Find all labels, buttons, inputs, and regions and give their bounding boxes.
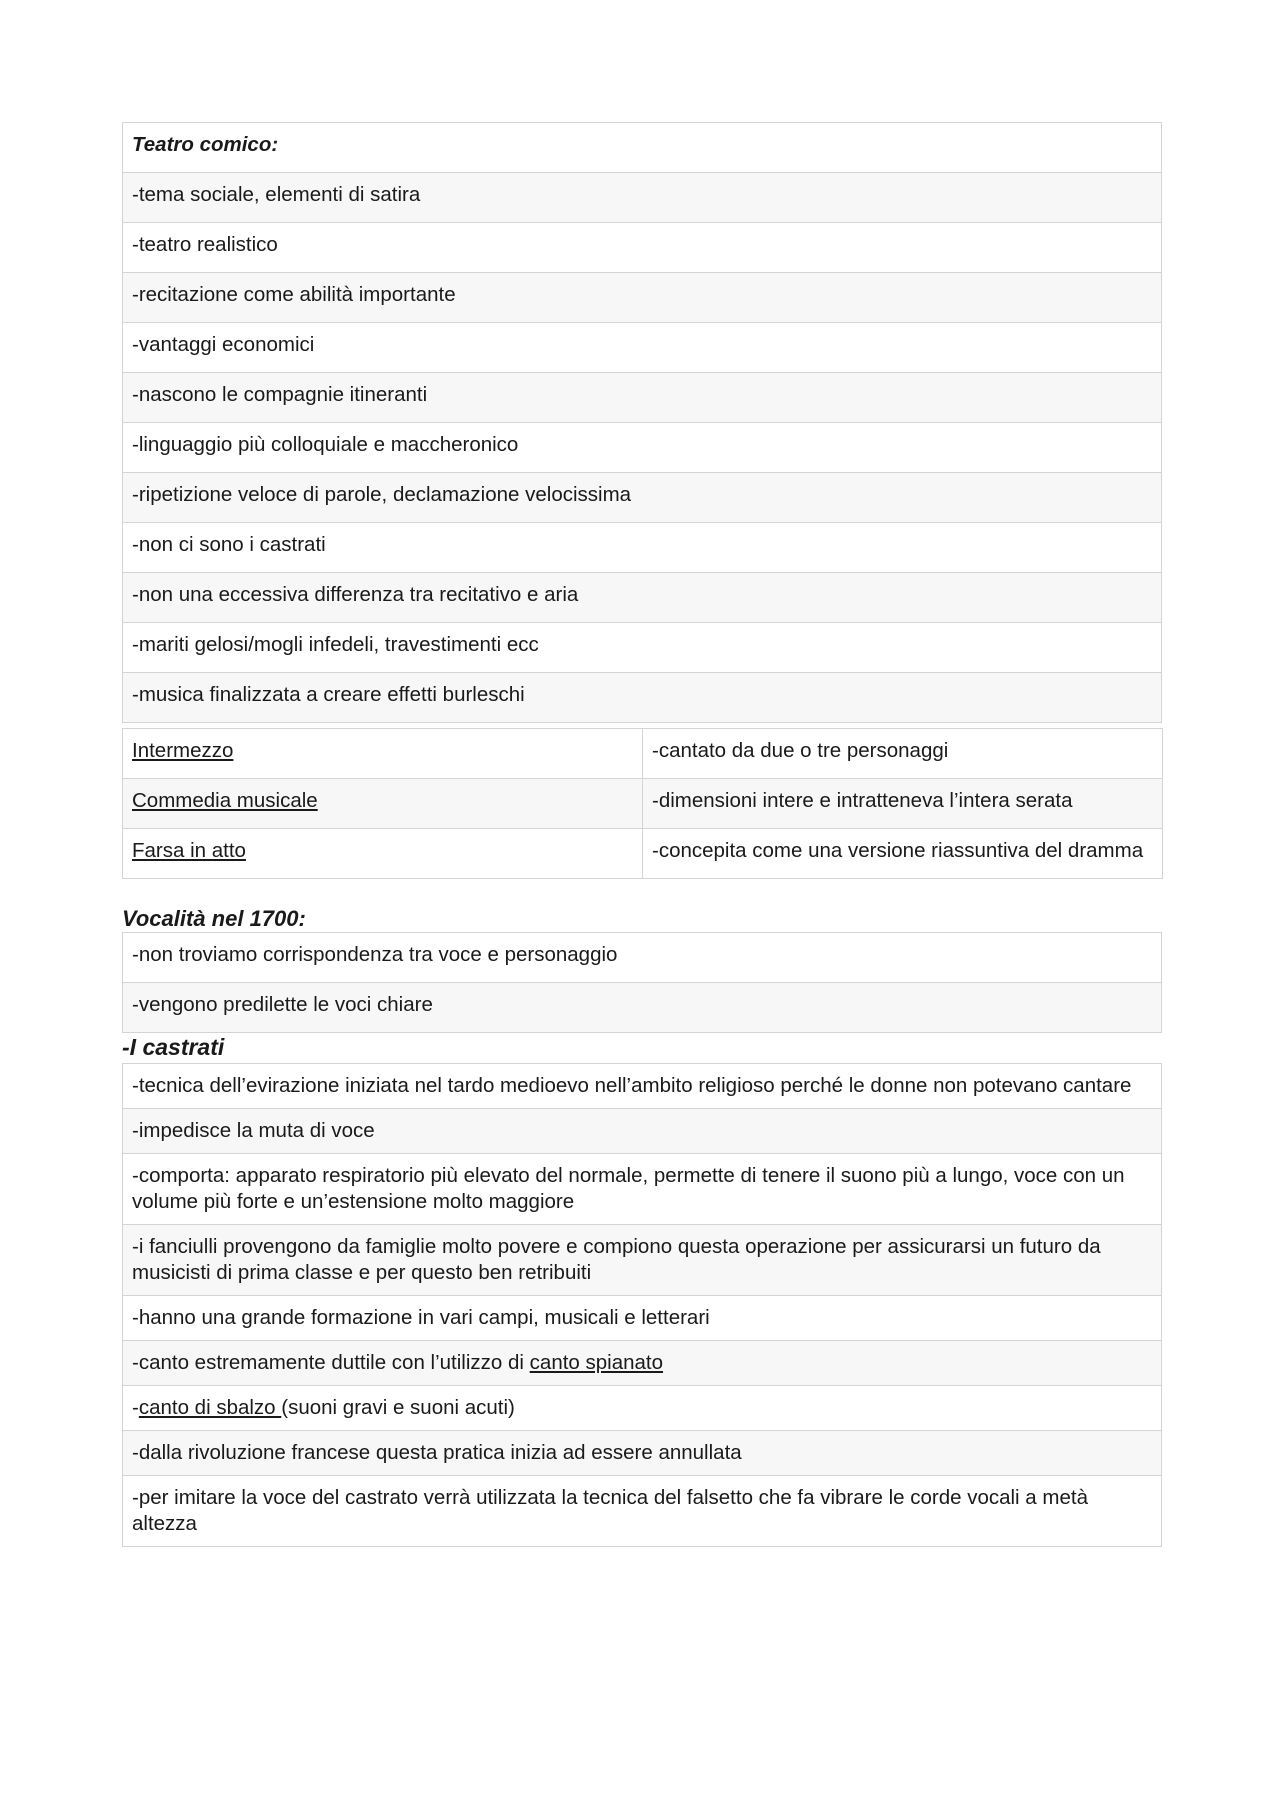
table-cell: -recitazione come abilità importante — [123, 273, 1162, 323]
table-row — [123, 1341, 1162, 1386]
castrati-heading: -I castrati — [122, 1034, 225, 1060]
table-row — [123, 1476, 1162, 1547]
table-cell: -comporta: apparato respiratorio più elevato del normale, permette di tenere il suono più a lungo, voce con un volume più forte e un’estensione molto maggiore — [123, 1154, 1162, 1225]
table-row — [123, 983, 1162, 1033]
table-cell: -tecnica dell’evirazione iniziata nel tardo medioevo nell’ambito religioso perché le donne non potevano cantare — [123, 1064, 1162, 1109]
table-row — [123, 673, 1162, 723]
table-cell: -per imitare la voce del castrato verrà utilizzata la tecnica del falsetto che fa vibrare le corde vocali a metà altezza — [123, 1476, 1162, 1547]
table-row — [123, 1109, 1162, 1154]
table-row — [123, 223, 1162, 273]
document-page — [122, 122, 1162, 1547]
table-cell: -dalla rivoluzione francese questa pratica inizia ad essere annullata — [123, 1431, 1162, 1476]
table-row — [123, 323, 1162, 373]
table-row — [123, 729, 1163, 779]
table-row — [123, 933, 1162, 983]
table-cell: -tema sociale, elementi di satira — [123, 173, 1162, 223]
forma-name — [123, 829, 643, 879]
table-cell — [123, 1341, 1162, 1386]
forma-name-text: Commedia musicale — [132, 789, 318, 812]
teatro-comico-table — [122, 122, 1162, 723]
forma-name-text: Farsa in atto — [132, 839, 246, 862]
canto-sbalzo-term: canto di sbalzo — [138, 1396, 282, 1419]
table-cell: -non troviamo corrispondenza tra voce e personaggio — [123, 933, 1162, 983]
table-row — [123, 1225, 1162, 1296]
table-cell: -hanno una grande formazione in vari campi, musicali e letterari — [123, 1296, 1162, 1341]
table-cell: -non una eccessiva differenza tra recitativo e aria — [123, 573, 1162, 623]
table-cell: -linguaggio più colloquiale e maccheronico — [123, 423, 1162, 473]
table-row — [123, 573, 1162, 623]
table-row — [123, 473, 1162, 523]
table-cell: -impedisce la muta di voce — [123, 1109, 1162, 1154]
forma-name — [123, 729, 643, 779]
table-cell: -musica finalizzata a creare effetti burleschi — [123, 673, 1162, 723]
forma-description: -concepita come una versione riassuntiva del dramma — [643, 829, 1163, 879]
forma-description: -dimensioni intere e intratteneva l’intera serata — [643, 779, 1163, 829]
cell-text: -canto estremamente duttile con l’utilizzo di — [132, 1351, 530, 1374]
table-cell: -teatro realistico — [123, 223, 1162, 273]
table-row — [123, 173, 1162, 223]
table-row — [123, 523, 1162, 573]
table-row — [123, 1154, 1162, 1225]
table-row — [123, 273, 1162, 323]
castrati-table — [122, 1063, 1162, 1547]
forme-comiche-table — [122, 728, 1163, 879]
table-cell: -vantaggi economici — [123, 323, 1162, 373]
teatro-comico-title: Teatro comico: — [123, 123, 1162, 173]
table-cell: -ripetizione veloce di parole, declamazione velocissima — [123, 473, 1162, 523]
vocalita-heading: Vocalità nel 1700: — [122, 906, 306, 931]
table-row — [123, 123, 1162, 173]
table-cell: -i fanciulli provengono da famiglie molto povere e compiono questa operazione per assicurarsi un futuro da musicisti di prima classe e per questo ben retribuiti — [123, 1225, 1162, 1296]
vocalita-table — [122, 932, 1162, 1033]
table-row — [123, 623, 1162, 673]
table-row — [123, 1431, 1162, 1476]
cell-text: (suoni gravi e suoni acuti) — [281, 1396, 515, 1419]
table-cell: -mariti gelosi/mogli infedeli, travestimenti ecc — [123, 623, 1162, 673]
table-cell: -vengono predilette le voci chiare — [123, 983, 1162, 1033]
table-row — [123, 1064, 1162, 1109]
forma-name — [123, 779, 643, 829]
forma-name-text: Intermezzo — [132, 739, 234, 762]
table-cell — [123, 1386, 1162, 1431]
forma-description: -cantato da due o tre personaggi — [643, 729, 1163, 779]
table-row — [123, 423, 1162, 473]
table-cell: -non ci sono i castrati — [123, 523, 1162, 573]
table-row — [123, 779, 1163, 829]
table-cell: -nascono le compagnie itineranti — [123, 373, 1162, 423]
table-row — [123, 829, 1163, 879]
table-row — [123, 1386, 1162, 1431]
table-row — [123, 1296, 1162, 1341]
canto-spianato-term: canto spianato — [529, 1351, 664, 1374]
cell-text: - — [132, 1396, 139, 1419]
table-row — [123, 373, 1162, 423]
